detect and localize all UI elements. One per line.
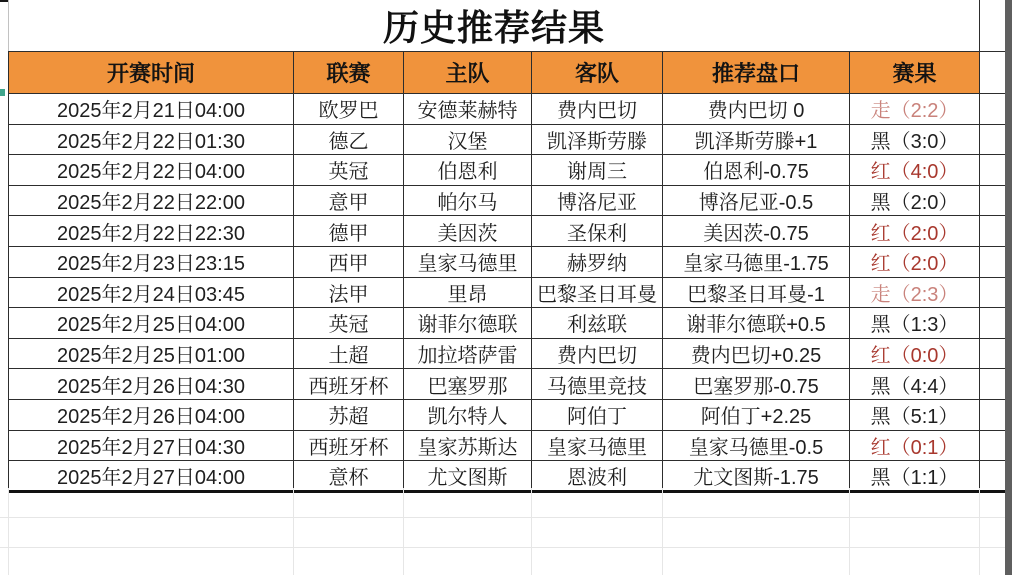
cell-away[interactable]: 圣保利 (532, 216, 663, 247)
cell-home[interactable]: 巴塞罗那 (404, 369, 532, 400)
cell-handicap[interactable]: 费内巴切+0.25 (663, 338, 850, 369)
cell-league[interactable]: 英冠 (294, 308, 404, 339)
empty-edge-cell (980, 369, 1006, 400)
cell-home[interactable]: 安德莱赫特 (404, 94, 532, 125)
cell-time[interactable]: 2025年2月26日04:00 (9, 399, 294, 430)
table-row (9, 338, 1006, 369)
selection-mark (0, 89, 5, 96)
cell-time[interactable]: 2025年2月27日04:00 (9, 461, 294, 492)
cell-league[interactable]: 英冠 (294, 155, 404, 186)
cell-time[interactable]: 2025年2月26日04:30 (9, 369, 294, 400)
gridline (662, 488, 663, 575)
cell-home[interactable]: 伯恩利 (404, 155, 532, 186)
cell-home[interactable]: 凯尔特人 (404, 399, 532, 430)
header-handicap[interactable]: 推荐盘口 (663, 52, 850, 94)
cell-time[interactable]: 2025年2月25日04:00 (9, 308, 294, 339)
cell-result[interactable]: 红（4:0） (850, 155, 980, 186)
empty-edge-cell (980, 461, 1006, 492)
table-row (9, 369, 1006, 400)
cell-time[interactable]: 2025年2月25日01:00 (9, 338, 294, 369)
header-league[interactable]: 联赛 (294, 52, 404, 94)
cell-home[interactable]: 帕尔马 (404, 185, 532, 216)
cell-handicap[interactable]: 凯泽斯劳滕+1 (663, 124, 850, 155)
cell-home[interactable]: 谢菲尔德联 (404, 308, 532, 339)
cell-time[interactable]: 2025年2月23日23:15 (9, 246, 294, 277)
table-header-row (9, 52, 1006, 94)
cell-time[interactable]: 2025年2月22日22:00 (9, 185, 294, 216)
cell-handicap[interactable]: 皇家马德里-1.75 (663, 246, 850, 277)
cell-league[interactable]: 西班牙杯 (294, 430, 404, 461)
cell-home[interactable]: 尤文图斯 (404, 461, 532, 492)
empty-edge-cell (980, 216, 1006, 247)
empty-edge-cell (980, 338, 1006, 369)
table-row (9, 185, 1006, 216)
cell-home[interactable]: 汉堡 (404, 124, 532, 155)
empty-edge-cell (980, 94, 1006, 125)
empty-edge-cell (980, 308, 1006, 339)
cell-away[interactable]: 凯泽斯劳滕 (532, 124, 663, 155)
empty-edge-cell (980, 430, 1006, 461)
empty-edge-cell (980, 124, 1006, 155)
cell-result[interactable]: 红（0:1） (850, 430, 980, 461)
header-result[interactable]: 赛果 (850, 52, 980, 94)
cell-handicap[interactable]: 阿伯丁+2.25 (663, 399, 850, 430)
title-row (9, 0, 1006, 52)
cell-result[interactable]: 黑（1:1） (850, 461, 980, 492)
cell-handicap[interactable]: 费内巴切 0 (663, 94, 850, 125)
cell-result[interactable]: 黑（1:3） (850, 308, 980, 339)
empty-edge-cell (980, 155, 1006, 186)
cell-result[interactable]: 红（0:0） (850, 338, 980, 369)
cell-result[interactable]: 走（2:2） (850, 94, 980, 125)
cell-away[interactable]: 费内巴切 (532, 338, 663, 369)
cell-league[interactable]: 德乙 (294, 124, 404, 155)
cell-league[interactable]: 欧罗巴 (294, 94, 404, 125)
cell-handicap[interactable]: 博洛尼亚-0.5 (663, 185, 850, 216)
cell-league[interactable]: 西甲 (294, 246, 404, 277)
cell-time[interactable]: 2025年2月27日04:30 (9, 430, 294, 461)
header-away[interactable]: 客队 (532, 52, 663, 94)
cell-result[interactable]: 黑（4:4） (850, 369, 980, 400)
cell-handicap[interactable]: 尤文图斯-1.75 (663, 461, 850, 492)
cell-away[interactable]: 利兹联 (532, 308, 663, 339)
page-title: 历史推荐结果 (9, 0, 980, 52)
cell-result[interactable]: 红（2:0） (850, 246, 980, 277)
cell-result[interactable]: 黑（2:0） (850, 185, 980, 216)
table-row (9, 277, 1006, 308)
cell-handicap[interactable]: 美因茨-0.75 (663, 216, 850, 247)
cell-time[interactable]: 2025年2月22日22:30 (9, 216, 294, 247)
cell-time[interactable]: 2025年2月22日04:00 (9, 155, 294, 186)
cell-home[interactable]: 皇家马德里 (404, 246, 532, 277)
table-row (9, 461, 1006, 492)
gridline (0, 517, 1005, 518)
table-row (9, 246, 1006, 277)
cell-result[interactable]: 红（2:0） (850, 216, 980, 247)
cell-result[interactable]: 黑（3:0） (850, 124, 980, 155)
cell-league[interactable]: 德甲 (294, 216, 404, 247)
cell-league[interactable]: 法甲 (294, 277, 404, 308)
cell-away[interactable]: 费内巴切 (532, 94, 663, 125)
table-row (9, 216, 1006, 247)
gridline (403, 488, 404, 575)
gridline (979, 488, 980, 575)
cell-away[interactable]: 谢周三 (532, 155, 663, 186)
cell-handicap[interactable]: 谢菲尔德联+0.5 (663, 308, 850, 339)
cell-handicap[interactable]: 巴黎圣日耳曼-1 (663, 277, 850, 308)
gridline (0, 547, 1005, 548)
cell-away[interactable]: 马德里竞技 (532, 369, 663, 400)
cell-league[interactable]: 土超 (294, 338, 404, 369)
table-row (9, 124, 1006, 155)
cell-handicap[interactable]: 伯恩利-0.75 (663, 155, 850, 186)
history-results-table (8, 0, 1006, 493)
cell-league[interactable]: 西班牙杯 (294, 369, 404, 400)
cell-away[interactable]: 恩波利 (532, 461, 663, 492)
cell-league[interactable]: 意杯 (294, 461, 404, 492)
cell-home[interactable]: 里昂 (404, 277, 532, 308)
cell-away[interactable]: 阿伯丁 (532, 399, 663, 430)
cell-time[interactable]: 2025年2月24日03:45 (9, 277, 294, 308)
empty-edge-cell (980, 277, 1006, 308)
empty-edge-cell (980, 185, 1006, 216)
table-row (9, 155, 1006, 186)
table-row (9, 399, 1006, 430)
cell-handicap[interactable]: 巴塞罗那-0.75 (663, 369, 850, 400)
gridline (8, 488, 9, 575)
gridline (293, 488, 294, 575)
cell-time[interactable]: 2025年2月22日01:30 (9, 124, 294, 155)
empty-edge-cell (980, 246, 1006, 277)
cell-away[interactable]: 赫罗纳 (532, 246, 663, 277)
table-row (9, 94, 1006, 125)
header-time[interactable]: 开赛时间 (9, 52, 294, 94)
cell-result[interactable]: 走（2:3） (850, 277, 980, 308)
cell-home[interactable]: 皇家苏斯达 (404, 430, 532, 461)
window-edge-strip (1005, 0, 1012, 575)
table-row (9, 430, 1006, 461)
gridline (849, 488, 850, 575)
cell-result[interactable]: 黑（5:1） (850, 399, 980, 430)
table-row (9, 308, 1006, 339)
empty-edge-cell (980, 0, 1006, 52)
empty-edge-cell (980, 52, 1006, 94)
empty-edge-cell (980, 399, 1006, 430)
cell-time[interactable]: 2025年2月21日04:00 (9, 94, 294, 125)
header-home[interactable]: 主队 (404, 52, 532, 94)
cell-away[interactable]: 皇家马德里 (532, 430, 663, 461)
cell-away[interactable]: 巴黎圣日耳曼 (532, 277, 663, 308)
cell-away[interactable]: 博洛尼亚 (532, 185, 663, 216)
cell-home[interactable]: 加拉塔萨雷 (404, 338, 532, 369)
cell-handicap[interactable]: 皇家马德里-0.5 (663, 430, 850, 461)
gridline (531, 488, 532, 575)
cell-home[interactable]: 美因茨 (404, 216, 532, 247)
cell-league[interactable]: 意甲 (294, 185, 404, 216)
cell-league[interactable]: 苏超 (294, 399, 404, 430)
